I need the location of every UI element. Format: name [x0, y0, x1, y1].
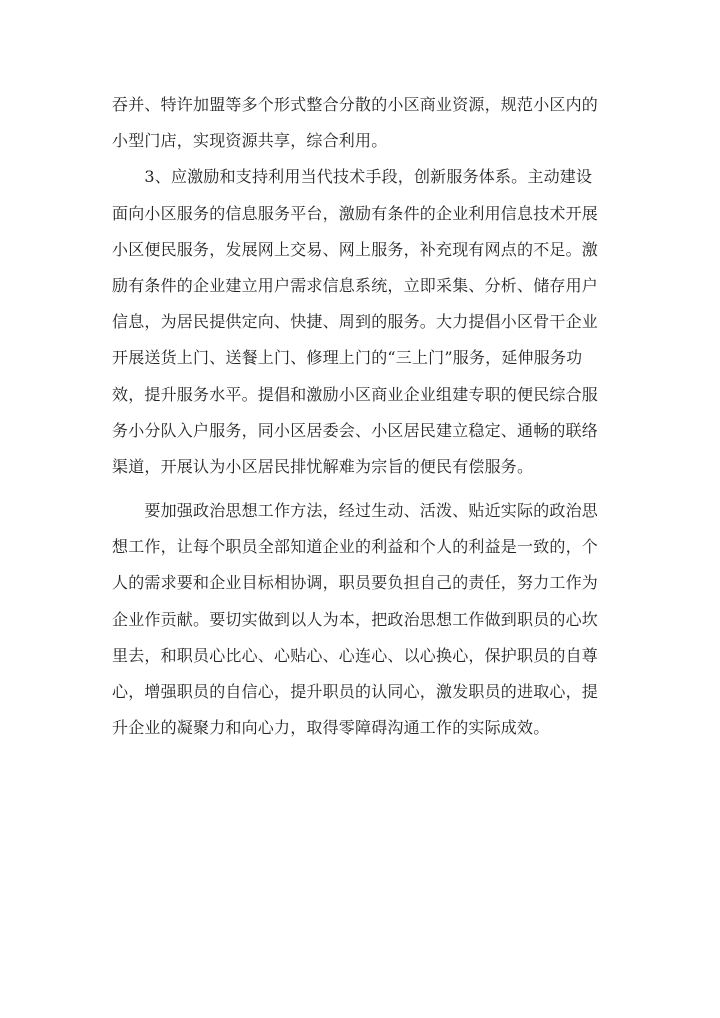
paragraph-1: [112, 87, 612, 159]
text-line: 开展送货上门、送餐上门、修理上门的“三上门”服务，延伸服务功: [112, 348, 583, 368]
text-line: 小型门店，实现资源共享，综合利用。: [112, 131, 388, 151]
text-line: 心，增强职员的自信心，提升职员的认同心，激发职员的进取心，提: [112, 682, 599, 701]
paragraph-2: [112, 159, 612, 485]
text-line: 升企业的凝聚力和向心力，取得零障碍沟通工作的实际成效。: [112, 718, 550, 738]
text-line: 效，提升服务水平。提倡和激励小区商业企业组建专职的便民综合服: [112, 384, 599, 404]
text-line: 吞并、特许加盟等多个形式整合分散的小区商业资源，规范小区内的: [112, 95, 599, 114]
text-line: 小区便民服务，发展网上交易、网上服务，补充现有网点的不足。激: [112, 239, 599, 259]
text-line: 要加强政治思想工作方法，经过生动、活泼、贴近实际的政治思: [112, 501, 599, 521]
text-line: 人的需求要和企业目标相协调，职员要负担自己的责任，努力工作为: [112, 573, 599, 593]
text-line: 3、应激励和支持利用当代技术手段，创新服务体系。主动建设: [112, 167, 593, 187]
text-line: 励有条件的企业建立用户需求信息系统，立即采集、分析、储存用户: [112, 275, 599, 295]
text-line: 想工作，让每个职员全部知道企业的利益和个人的利益是一致的，个: [112, 537, 599, 557]
text-line: 企业作贡献。要切实做到以人为本，把政治思想工作做到职员的心坎: [112, 609, 599, 629]
paragraph-spacer: [112, 485, 612, 493]
text-line: 信息，为居民提供定向、快捷、周到的服务。大力提倡小区骨干企业: [112, 312, 599, 332]
text-line: 里去，和职员心比心、心贴心、心连心、以心换心，保护职员的自尊: [112, 645, 599, 665]
document-body: [112, 87, 612, 746]
text-line: 务小分队入户服务，同小区居委会、小区居民建立稳定、通畅的联络: [112, 420, 599, 440]
paragraph-3: [112, 493, 612, 746]
text-line: 面向小区服务的信息服务平台，激励有条件的企业利用信息技术开展: [112, 203, 599, 223]
text-line: 渠道，开展认为小区居民排忧解难为宗旨的便民有偿服务。: [112, 456, 534, 476]
